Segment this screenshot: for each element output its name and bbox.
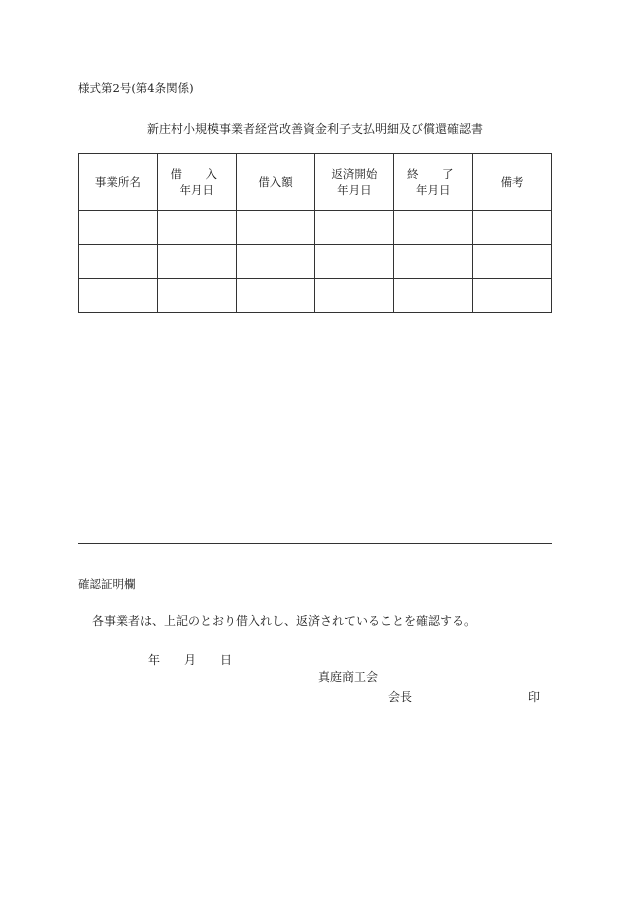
- table-cell[interactable]: [157, 245, 236, 279]
- date-line: [148, 651, 232, 668]
- date-year: 年: [148, 653, 161, 667]
- table-cell[interactable]: [157, 279, 236, 313]
- certification-heading: 確認証明欄: [78, 577, 136, 591]
- table-cell[interactable]: [236, 279, 315, 313]
- header-repayment-start: [315, 154, 394, 211]
- table-row: [79, 211, 552, 245]
- header-label: 備考: [500, 175, 524, 189]
- header-borrow-date: [157, 154, 236, 211]
- header-label: 借 入: [170, 167, 223, 181]
- table-cell[interactable]: [315, 279, 394, 313]
- interest-payment-table: [78, 153, 552, 313]
- header-sublabel: 年月日: [337, 183, 372, 197]
- header-borrow-amount: [236, 154, 315, 211]
- header-label: 終 了: [406, 167, 460, 181]
- date-day: 日: [220, 653, 233, 667]
- seal-mark: 印: [528, 690, 541, 704]
- certification-statement: 各事業者は、上記のとおり借入れし、返済されていることを確認する。: [92, 614, 477, 628]
- document-title: 新庄村小規模事業者経営改善資金利子支払明細及び償還確認書: [146, 122, 483, 136]
- header-sublabel: 年月日: [415, 183, 451, 197]
- date-month: 月: [184, 653, 197, 667]
- organization-name: 真庭商工会: [318, 670, 379, 684]
- table-cell[interactable]: [394, 279, 473, 313]
- table-header-row: [79, 154, 552, 211]
- table-cell[interactable]: [394, 245, 473, 279]
- header-end-date: [394, 154, 473, 211]
- form-number: 様式第2号(第4条関係): [78, 81, 194, 95]
- table-cell[interactable]: [79, 279, 158, 313]
- table-cell[interactable]: [315, 211, 394, 245]
- table-cell[interactable]: [236, 211, 315, 245]
- table-cell[interactable]: [473, 279, 552, 313]
- table-cell[interactable]: [473, 211, 552, 245]
- table-row: [79, 279, 552, 313]
- president-label: 会長: [388, 690, 413, 704]
- table-cell[interactable]: [236, 245, 315, 279]
- header-label: 借入額: [258, 175, 293, 189]
- header-label: 事業所名: [94, 175, 141, 189]
- header-remarks: [473, 154, 552, 211]
- header-business-name: [79, 154, 158, 211]
- section-divider: [78, 543, 552, 544]
- table-cell[interactable]: [473, 245, 552, 279]
- table-cell[interactable]: [79, 245, 158, 279]
- table-cell[interactable]: [394, 211, 473, 245]
- table-cell[interactable]: [79, 211, 158, 245]
- table-row: [79, 245, 552, 279]
- header-label: 返済開始: [331, 167, 378, 181]
- table-cell[interactable]: [157, 211, 236, 245]
- header-sublabel: 年月日: [179, 183, 214, 197]
- table-cell[interactable]: [315, 245, 394, 279]
